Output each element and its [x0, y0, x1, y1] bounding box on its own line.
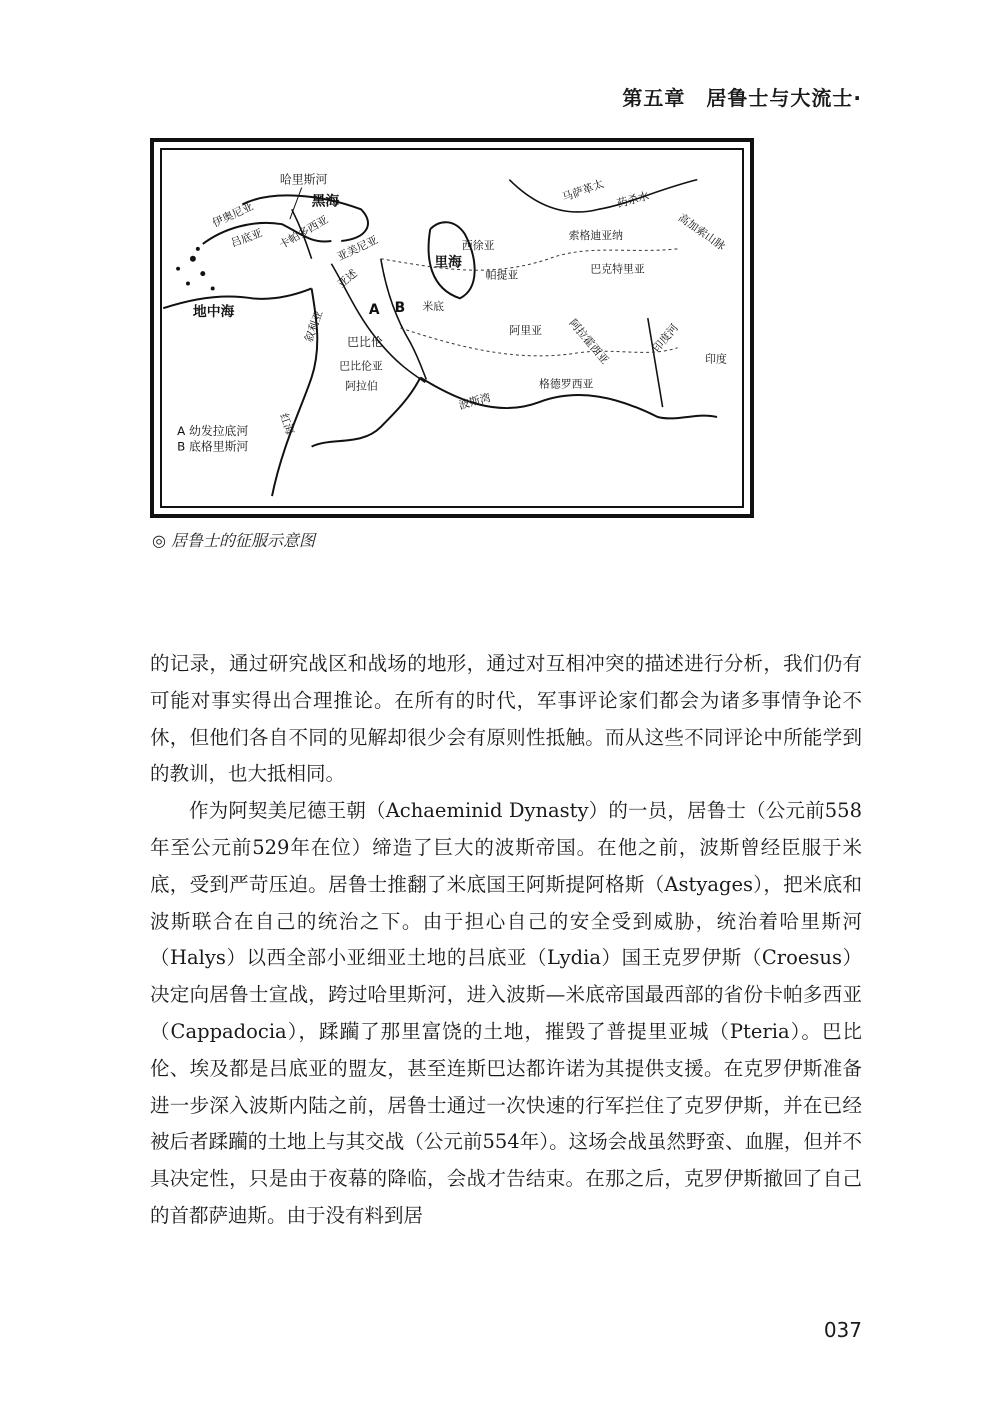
running-head: 第五章 居鲁士与大流士· [622, 86, 862, 110]
map-label-armenia: 亚美尼亚 [335, 233, 380, 264]
map-label-media: 米底 [422, 300, 445, 314]
map-label-lydia: 吕底亚 [229, 226, 265, 250]
map-inner-border [160, 148, 744, 508]
map-label-sogdiana: 索格迪亚纳 [568, 229, 624, 242]
page-number: 037 [823, 1318, 862, 1342]
map-rivers [292, 180, 697, 407]
map-label-mediterranean: 地中海 [192, 304, 235, 321]
map-label-syria: 叙利亚 [302, 308, 326, 344]
map-label-gedrosia: 格德罗西亚 [539, 377, 594, 391]
figure-caption: ◎ 居鲁士的征服示意图 [152, 531, 316, 550]
mediterranean-coast [163, 288, 311, 308]
map-figure [150, 138, 754, 518]
indus-river [648, 318, 663, 407]
paragraph-1: 的记录，通过研究战区和战场的地形，通过对互相冲突的描述进行分析，我们仍有可能对事实得出合理推论。在所有的时代，军事评论家们都会为诸多事情争论不休，但他们各自不同的见解却很少会有原则性抵触。而从这些不同评论中所能学到的教训，也大抵相同。 [150, 652, 862, 786]
map-label-hindu-kush: 高加索山脉 [675, 211, 728, 253]
halys-leader-line [290, 188, 302, 220]
map-legend-a: A 幼发拉底河 [177, 423, 249, 438]
map-mark-a: A [368, 302, 380, 319]
map-islands [176, 247, 215, 291]
map-label-babylon: 巴比伦 [347, 334, 383, 349]
map-label-arachosia: 阿拉霍西亚 [566, 316, 612, 367]
map-label-babylonia: 巴比伦亚 [339, 359, 383, 373]
map-legend-b: B 底格里斯河 [177, 439, 249, 454]
map-label-black-sea: 黑海 [311, 193, 340, 210]
paragraph-2: 作为阿契美尼德王朝（Achaeminid Dynasty）的一员，居鲁士（公元前558年至公元前529年在位）缔造了巨大的波斯帝国。在他之前，波斯曾经臣服于米底，受到严苛压迫。居鲁士推翻了米底国王阿斯提阿格斯（Astyages），把米底和波斯联合在自己的统治之下。由于担心自己的安全受到威胁，统治着哈里斯河（Halys）以西全部小亚细亚土地的吕底亚（Lydia）国王克罗伊斯（Croesus）决定向居鲁士宣战，跨过哈里斯河，进入波斯—米底帝国最西部的省份卡帕多西亚（Cappadocia），蹂躏了那里富饶的土地，摧毁了普提里亚城（Pteria）。巴比伦、埃及都是吕底亚的盟友，甚至连斯巴达都许诺为其提供支援。在克罗伊斯准备进一步深入波斯内陆之前，居鲁士通过一次快速的行军拦住了克罗伊斯，并在已经被后者蹂躏的土地上与其交战（公元前554年）。这场会战虽然野蛮、血腥，但并不具决定性，只是由于夜幕的降临，会战才告结束。在那之后，克罗伊斯撤回了自己的首都萨迪斯。由于没有料到居 [150, 799, 862, 1227]
body-text [150, 646, 862, 1235]
map-label-halys: 哈里斯河 [279, 172, 328, 187]
map-label-parthia: 帕提亚 [485, 268, 519, 282]
map-label-aria: 阿里亚 [509, 323, 542, 337]
map-label-bactria: 巴克特里亚 [590, 262, 645, 276]
map-label-jaxartes: 药杀水 [615, 189, 651, 211]
map-label-massagetae: 马萨革太 [560, 177, 606, 205]
map-label-hyrcania: 西徐亚 [461, 238, 495, 252]
map-label-indus: 印度河 [650, 321, 681, 355]
map-label-ionia: 伊奥尼亚 [210, 199, 256, 230]
map-svg [162, 150, 742, 506]
map-label-persian-gulf: 波斯湾 [457, 390, 493, 412]
map-label-assyria: 亚述 [334, 266, 360, 291]
map-label-india: 印度 [705, 352, 727, 366]
map-label-cappadocia: 卡帕多西亚 [276, 213, 331, 252]
map-label-red-sea: 红海 [277, 411, 297, 437]
map-mark-b: B [394, 300, 406, 317]
map-label-caspian: 里海 [434, 254, 462, 271]
map-label-arabia: 阿拉伯 [345, 379, 378, 393]
tigris-river [381, 259, 426, 380]
